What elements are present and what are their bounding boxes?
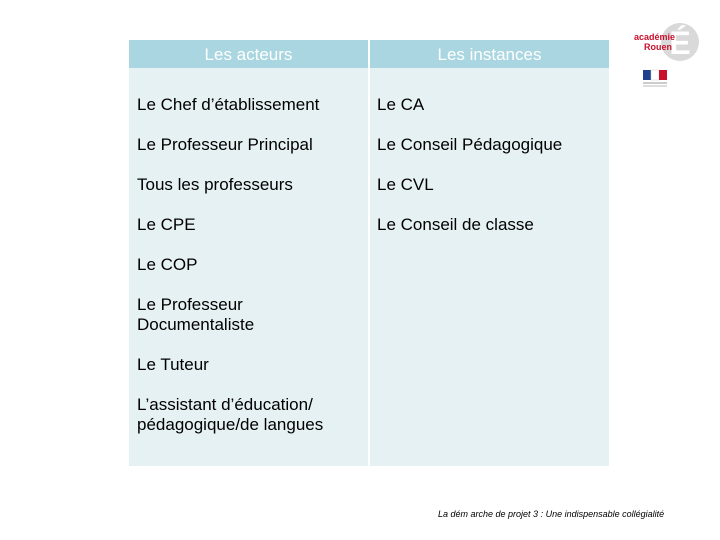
header-instances: Les instances (370, 40, 609, 68)
acteur-tuteur: Le Tuteur (137, 355, 209, 374)
acteur-professeur-line1: Le Professeur (137, 295, 243, 314)
acteur-professeur-principal: Le Professeur Principal (137, 135, 313, 154)
logo-academie-text: académie (634, 32, 676, 42)
academie-rouen-logo (630, 14, 702, 90)
instance-conseil-classe: Le Conseil de classe (377, 215, 534, 234)
header-acteurs: Les acteurs (129, 40, 368, 68)
column-divider (368, 40, 370, 466)
footer-caption: La dém arche de projet 3 : Une indispensable collégialité (438, 509, 665, 519)
acteur-cpe: Le CPE (137, 215, 196, 234)
acteur-chef-etablissement: Le Chef d’établissement (137, 95, 320, 114)
logo-letter: É (669, 25, 691, 61)
logo-rouen-text: Rouen (644, 42, 672, 52)
logo-graphic (630, 14, 702, 90)
acteur-assistant-line1: L’assistant d’éducation/ (137, 395, 313, 414)
actors-instances-table (129, 40, 609, 466)
instance-ca: Le CA (377, 95, 425, 114)
instance-conseil-pedagogique: Le Conseil Pédagogique (377, 135, 563, 154)
instance-cvl: Le CVL (377, 175, 434, 194)
acteur-cop: Le COP (137, 255, 198, 274)
acteur-tous-professeurs: Tous les professeurs (137, 175, 293, 194)
acteur-assistant-line2: pédagogique/de langues (137, 415, 324, 434)
acteur-professeur-line2: Documentaliste (137, 315, 255, 334)
